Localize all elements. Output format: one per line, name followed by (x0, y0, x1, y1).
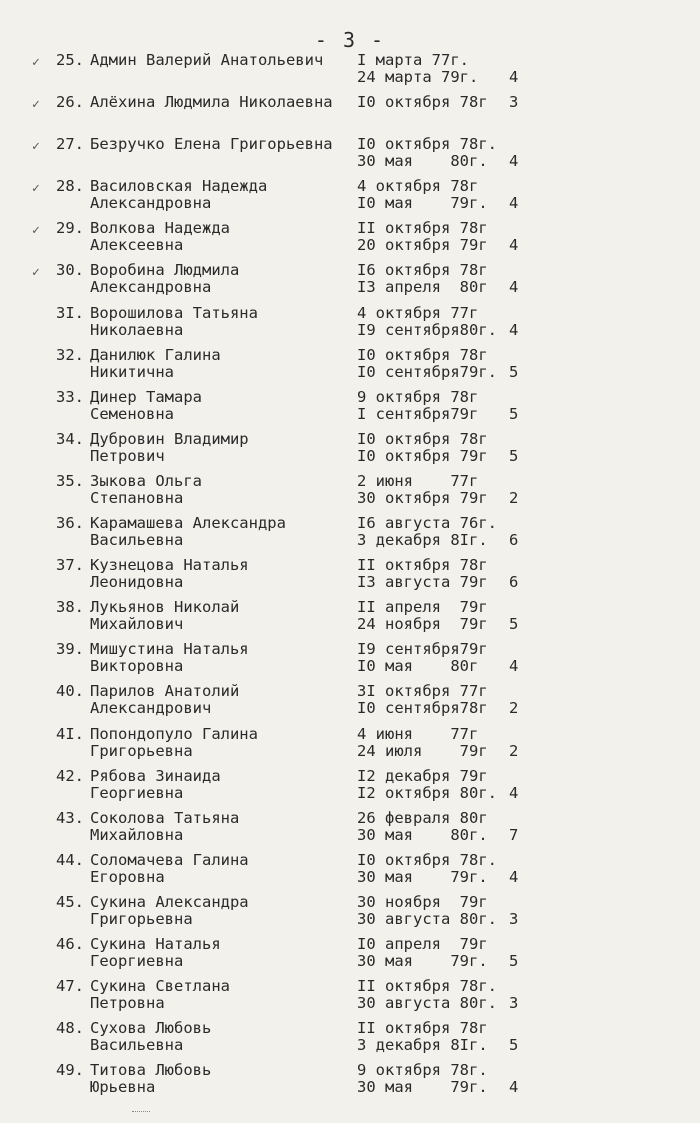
list-item (0, 431, 700, 473)
entry-date-start: I9 сентября79г (357, 640, 488, 659)
entry-course: 3 (509, 994, 519, 1013)
entry-name-line1: Титова Любовь (90, 1061, 212, 1080)
entry-date-end: I сентября79г (357, 404, 479, 423)
entry-course: 5 (509, 404, 519, 423)
list-item (0, 473, 700, 515)
entry-number: 30. (56, 261, 84, 280)
entry-date-end: 30 октября 79г (357, 488, 488, 507)
entry-course: 5 (509, 1036, 519, 1055)
entry-date-end: 30 августа 80г. (357, 909, 497, 928)
entry-course: 7 (509, 825, 519, 844)
entry-name-line2: Михайловна (90, 825, 184, 844)
entry-date-end: I0 сентября79г. (357, 362, 497, 381)
entry-date-end: 24 июля 79г (357, 741, 488, 760)
list-item (0, 178, 700, 220)
entry-date-end: I0 сентября78г (357, 699, 488, 718)
list-item (0, 389, 700, 431)
entry-date-end: I3 апреля 80г (357, 278, 488, 297)
entry-date-start: II октября 78г (357, 556, 488, 575)
entry-course: 5 (509, 951, 519, 970)
entry-number: 26. (56, 93, 84, 112)
entry-date-start: 2 июня 77г (357, 471, 479, 490)
entry-course: 4 (509, 657, 519, 676)
entry-course: 2 (509, 699, 519, 718)
check-mark: ✓ (32, 55, 40, 70)
entry-course: 3 (509, 93, 519, 112)
entry-name-line1: Безручко Елена Григорьевна (90, 135, 333, 154)
entry-course: 3 (509, 909, 519, 928)
entry-name-line2: Георгиевна (90, 951, 184, 970)
entry-number: 34. (56, 429, 84, 448)
entry-name-line1: Сукина Александра (90, 892, 249, 911)
entry-date-end: 24 марта 79г. (357, 68, 479, 86)
entry-name-line1: Админ Валерий Анатольевич (90, 51, 324, 69)
entry-name-line2: Васильевна (90, 1036, 184, 1055)
list-item (0, 136, 700, 178)
entry-name-line2: Викторовна (90, 657, 184, 676)
entry-course: 5 (509, 362, 519, 381)
entry-number: 42. (56, 766, 84, 785)
entry-date-end: 30 августа 80г. (357, 994, 497, 1013)
entry-number: 49. (56, 1061, 84, 1080)
entry-course: 4 (509, 867, 519, 886)
entry-number: 46. (56, 934, 84, 953)
list-item (0, 683, 700, 725)
check-mark: ✓ (32, 181, 40, 197)
entry-name-line1: Сукина Наталья (90, 934, 221, 953)
entry-name-line2: Александровна (90, 194, 212, 213)
entry-course: 4 (509, 152, 519, 171)
entry-course: 5 (509, 615, 519, 634)
entry-name-line2: Петровна (90, 994, 165, 1013)
entry-name-line1: Ворошилова Татьяна (90, 303, 258, 322)
entry-date-start: I0 октября 78г (357, 345, 488, 364)
entry-number: 28. (56, 177, 84, 196)
entry-name-line1: Сухова Любовь (90, 1019, 212, 1038)
entry-number: 32. (56, 345, 84, 364)
entry-date-start: 3I октября 77г (357, 682, 488, 701)
entry-number: 4I. (56, 724, 84, 743)
entry-name-line2: Александровна (90, 278, 212, 297)
entry-course: 4 (509, 68, 519, 86)
entry-date-end: 30 мая 80г. (357, 152, 488, 171)
entry-number: 47. (56, 977, 84, 996)
list-item (0, 978, 700, 1020)
entry-name-line1: Дубровин Владимир (90, 429, 249, 448)
entry-date-start: 4 октября 77г (357, 303, 479, 322)
list-item (0, 52, 700, 94)
entry-number: 43. (56, 808, 84, 827)
entry-date-end: 20 октября 79г (357, 236, 488, 255)
entry-name-line1: Парилов Анатолий (90, 682, 240, 701)
list-item (0, 599, 700, 641)
entry-number: 25. (56, 51, 84, 69)
entry-date-start: I6 августа 76г. (357, 514, 497, 533)
entry-name-line2: Григорьевна (90, 909, 193, 928)
entry-date-start: I0 октября 78г (357, 429, 488, 448)
entry-name-line1: Данилюк Галина (90, 345, 221, 364)
entry-course: 6 (509, 573, 519, 592)
entry-name-line2: Петрович (90, 446, 165, 465)
entry-number: 33. (56, 387, 84, 406)
entry-name-line1: Алёхина Людмила Николаевна (90, 93, 333, 112)
entry-name-line1: Рябова Зинаида (90, 766, 221, 785)
entry-name-line1: Воробина Людмила (90, 261, 240, 280)
entry-date-end: I2 октября 80г. (357, 783, 497, 802)
list-item (0, 1020, 700, 1062)
entry-name-line2: Георгиевна (90, 783, 184, 802)
entry-date-start: 4 октября 78г (357, 177, 479, 196)
entry-number: 27. (56, 135, 84, 154)
entry-date-start: I0 октября 78г. (357, 850, 497, 869)
entry-number: 45. (56, 892, 84, 911)
entry-number: 48. (56, 1019, 84, 1038)
entry-number: 39. (56, 640, 84, 659)
entry-date-end: 30 мая 79г. (357, 867, 488, 886)
entry-list (0, 52, 700, 1104)
list-item (0, 852, 700, 894)
entry-date-start: 30 ноября 79г (357, 892, 488, 911)
list-item (0, 557, 700, 599)
entry-date-start: 9 октября 78г. (357, 1061, 488, 1080)
entry-date-end: 30 мая 79г. (357, 1078, 488, 1097)
entry-name-line1: Лукьянов Николай (90, 598, 240, 617)
entry-date-start: I0 октября 78г (357, 93, 488, 112)
entry-course: 4 (509, 783, 519, 802)
entry-name-line1: Василовская Надежда (90, 177, 268, 196)
check-mark: ✓ (32, 265, 40, 281)
entry-date-start: II октября 78г (357, 219, 488, 238)
entry-name-line1: Мишустина Наталья (90, 640, 249, 659)
entry-name-line1: Динер Тамара (90, 387, 202, 406)
entry-number: 44. (56, 850, 84, 869)
entry-number: 37. (56, 556, 84, 575)
entry-name-line1: Кузнецова Наталья (90, 556, 249, 575)
entry-date-end: 30 мая 80г. (357, 825, 488, 844)
entry-course: 4 (509, 1078, 519, 1097)
entry-date-start: II октября 78г. (357, 977, 497, 996)
entry-date-end: 3 декабря 8Iг. (357, 1036, 488, 1055)
entry-name-line2: Никитична (90, 362, 174, 381)
list-item (0, 347, 700, 389)
entry-date-start: I0 октября 78г. (357, 135, 497, 154)
entry-name-line1: Волкова Надежда (90, 219, 230, 238)
entry-name-line2: Михайлович (90, 615, 184, 634)
entry-date-end: 30 мая 79г. (357, 951, 488, 970)
entry-name-line2: Алексеевна (90, 236, 184, 255)
entry-name-line1: Попондопуло Галина (90, 724, 258, 743)
entry-name-line2: Семеновна (90, 404, 174, 423)
entry-date-end: I0 мая 80г (357, 657, 479, 676)
check-mark: ✓ (32, 139, 40, 155)
entry-name-line2: Степановна (90, 488, 184, 507)
entry-course: 4 (509, 194, 519, 213)
entry-name-line1: Соломачева Галина (90, 850, 249, 869)
entry-name-line1: Сукина Светлана (90, 977, 230, 996)
entry-course: 2 (509, 741, 519, 760)
list-item (0, 726, 700, 768)
entry-number: 38. (56, 598, 84, 617)
entry-date-end: I0 мая 79г. (357, 194, 488, 213)
entry-date-start: I2 декабря 79г (357, 766, 488, 785)
entry-date-start: I марта 77г. (357, 51, 469, 69)
entry-date-end: I3 августа 79г (357, 573, 488, 592)
list-item (0, 262, 700, 304)
entry-number: 3I. (56, 303, 84, 322)
entry-date-end: I0 октября 79г (357, 446, 488, 465)
entry-name-line1: Зыкова Ольга (90, 471, 202, 490)
entry-course: 6 (509, 531, 519, 550)
entry-number: 29. (56, 219, 84, 238)
page-number: - 3 - (314, 28, 386, 52)
entry-date-start: I0 апреля 79г (357, 934, 488, 953)
entry-course: 2 (509, 488, 519, 507)
entry-date-start: 26 февраля 80г (357, 808, 488, 827)
list-item (0, 220, 700, 262)
list-item (0, 894, 700, 936)
entry-name-line2: Александрович (90, 699, 212, 718)
entry-date-start: 4 июня 77г (357, 724, 479, 743)
paper-mark (132, 1105, 150, 1112)
list-item (0, 768, 700, 810)
entry-number: 35. (56, 471, 84, 490)
entry-name-line1: Соколова Татьяна (90, 808, 240, 827)
list-item (0, 936, 700, 978)
check-mark: ✓ (32, 97, 40, 113)
entry-name-line2: Васильевна (90, 531, 184, 550)
entry-name-line2: Григорьевна (90, 741, 193, 760)
entry-number: 36. (56, 514, 84, 533)
entry-name-line2: Леонидовна (90, 573, 184, 592)
check-mark: ✓ (32, 223, 40, 239)
entry-course: 4 (509, 278, 519, 297)
entry-date-start: II октября 78г (357, 1019, 488, 1038)
list-item (0, 305, 700, 347)
entry-name-line2: Юрьевна (90, 1078, 156, 1097)
list-item (0, 515, 700, 557)
list-item (0, 1062, 700, 1104)
list-item (0, 810, 700, 852)
entry-date-end: 24 ноября 79г (357, 615, 488, 634)
entry-course: 4 (509, 236, 519, 255)
entry-date-start: II апреля 79г (357, 598, 488, 617)
entry-course: 5 (509, 446, 519, 465)
entry-number: 40. (56, 682, 84, 701)
list-item (0, 94, 700, 136)
entry-name-line2: Николаевна (90, 320, 184, 339)
entry-name-line1: Карамашева Александра (90, 514, 286, 533)
list-item (0, 641, 700, 683)
entry-date-start: I6 октября 78г (357, 261, 488, 280)
entry-date-end: I9 сентября80г. (357, 320, 497, 339)
entry-course: 4 (509, 320, 519, 339)
entry-name-line2: Егоровна (90, 867, 165, 886)
entry-date-end: 3 декабря 8Iг. (357, 531, 488, 550)
entry-date-start: 9 октября 78г (357, 387, 479, 406)
